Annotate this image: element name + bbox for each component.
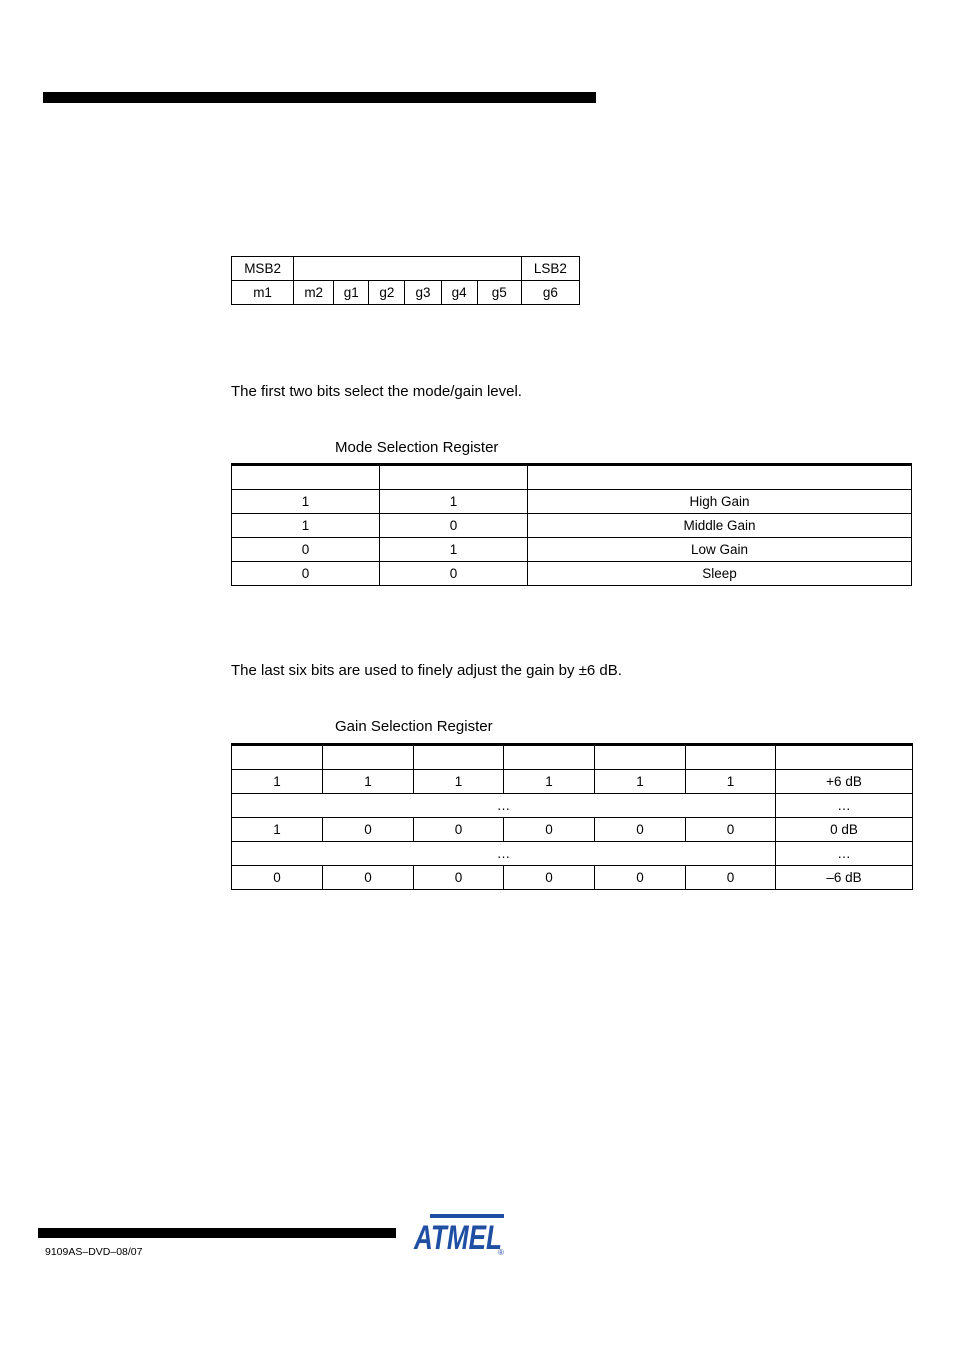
lsb-label: LSB2 [521, 257, 579, 281]
table-row [232, 562, 912, 586]
table-row [232, 794, 913, 818]
logo-registered-mark: ® [498, 1248, 504, 1257]
table-cell: 0 dB [776, 818, 913, 842]
header-cell [232, 465, 380, 490]
table-row [232, 818, 913, 842]
table-cell: –6 dB [776, 866, 913, 890]
table-cell: 1 [380, 538, 528, 562]
table-cell: 1 [232, 818, 323, 842]
bit-cell: g5 [477, 281, 521, 305]
mode-selection-table [231, 463, 912, 586]
msb-label: MSB2 [232, 257, 294, 281]
atmel-logo [412, 1211, 508, 1257]
table-row [232, 842, 913, 866]
table-cell: 0 [323, 866, 414, 890]
header-cell [686, 745, 776, 770]
ellipsis-cell: … [776, 842, 913, 866]
table-cell: 0 [232, 538, 380, 562]
gain-selection-table [231, 743, 913, 890]
table-cell: 0 [595, 866, 686, 890]
bit-cell: g6 [521, 281, 579, 305]
table-row [232, 770, 913, 794]
logo-wordmark: ATMEL [413, 1219, 502, 1257]
table-cell: High Gain [528, 490, 912, 514]
table-cell: 0 [686, 866, 776, 890]
table-row [232, 490, 912, 514]
bit-cell: m1 [232, 281, 294, 305]
table-cell: Middle Gain [528, 514, 912, 538]
bit-cell: g2 [369, 281, 405, 305]
bit-format-table [231, 256, 580, 305]
bit-cell: g1 [334, 281, 369, 305]
table-cell: 1 [323, 770, 414, 794]
mode-intro-text: The first two bits select the mode/gain level. [231, 383, 522, 400]
header-cell [504, 745, 595, 770]
table-cell: 0 [232, 562, 380, 586]
header-rule [43, 92, 596, 103]
table-cell: 0 [504, 818, 595, 842]
table-cell: 0 [595, 818, 686, 842]
header-cell [414, 745, 504, 770]
table-cell: 0 [323, 818, 414, 842]
table-cell: 1 [232, 514, 380, 538]
table-cell: Low Gain [528, 538, 912, 562]
table-cell: 1 [414, 770, 504, 794]
header-cell [595, 745, 686, 770]
table-cell: 1 [504, 770, 595, 794]
table-cell: 0 [414, 866, 504, 890]
ellipsis-cell: … [232, 794, 776, 818]
header-cell [528, 465, 912, 490]
header-cell [776, 745, 913, 770]
table-header-row [232, 745, 913, 770]
bit-cell: m2 [294, 281, 334, 305]
table-cell: 1 [686, 770, 776, 794]
table-cell: +6 dB [776, 770, 913, 794]
bit-cell: g4 [441, 281, 477, 305]
header-cell [380, 465, 528, 490]
footer-rule [38, 1228, 396, 1238]
ellipsis-cell: … [232, 842, 776, 866]
table-cell: 0 [414, 818, 504, 842]
table-cell: 0 [380, 514, 528, 538]
table-header-row [232, 465, 912, 490]
table-cell: 0 [686, 818, 776, 842]
table-cell: 1 [380, 490, 528, 514]
table-cell: 0 [504, 866, 595, 890]
table-cell: 1 [232, 490, 380, 514]
header-cell [323, 745, 414, 770]
gain-intro-text: The last six bits are used to finely adjust the gain by ±6 dB. [231, 662, 622, 679]
table-cell: 1 [232, 770, 323, 794]
bit-span-cell [294, 257, 522, 281]
table-cell: 0 [380, 562, 528, 586]
header-cell [232, 745, 323, 770]
ellipsis-cell: … [776, 794, 913, 818]
gain-table-caption: Gain Selection Register [335, 718, 493, 735]
table-cell: 0 [232, 866, 323, 890]
table-row [232, 514, 912, 538]
table-row [232, 538, 912, 562]
mode-table-caption: Mode Selection Register [335, 439, 499, 456]
table-row [232, 866, 913, 890]
document-code: 9109AS–DVD–08/07 [45, 1246, 143, 1258]
table-cell: Sleep [528, 562, 912, 586]
table-cell: 1 [595, 770, 686, 794]
logo-top-stripe [430, 1214, 504, 1218]
bit-cell: g3 [405, 281, 441, 305]
